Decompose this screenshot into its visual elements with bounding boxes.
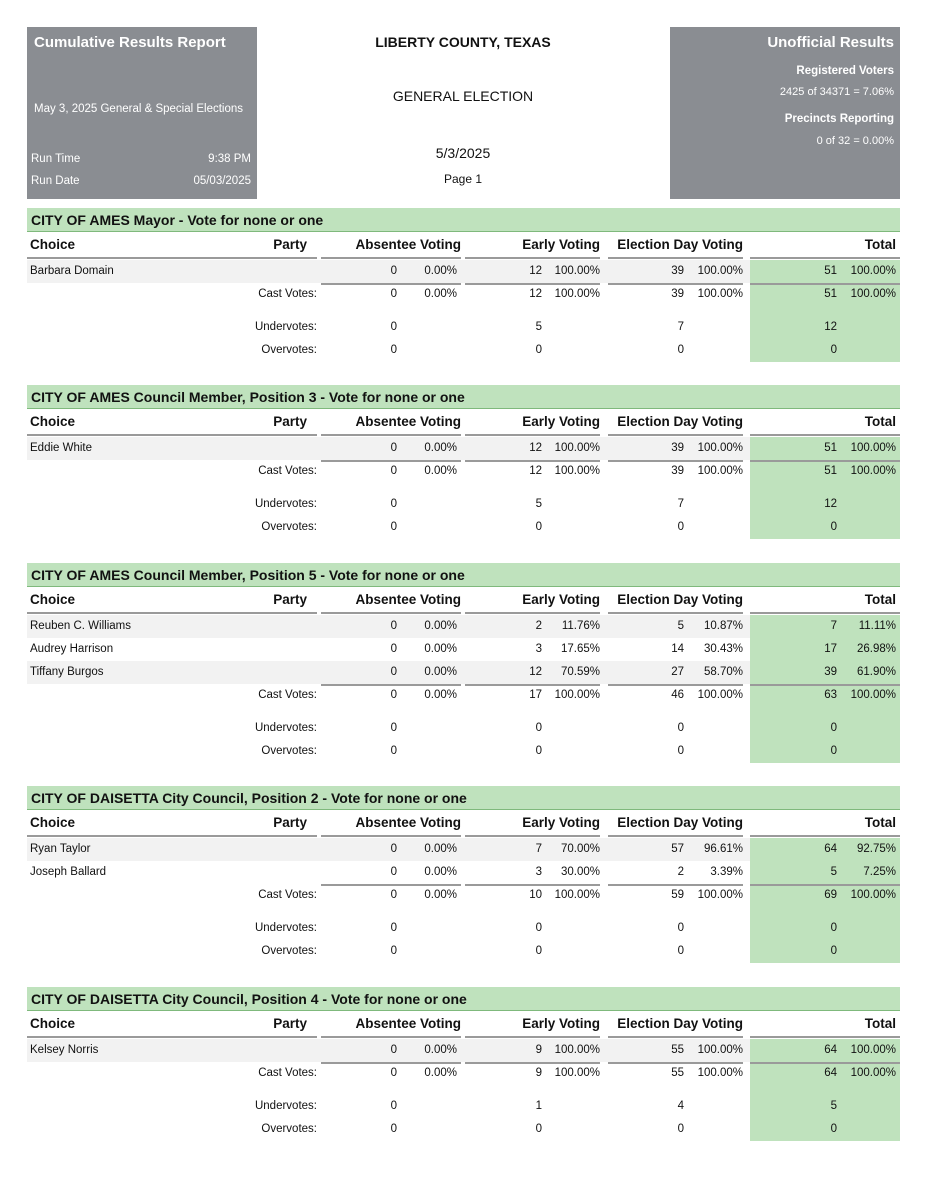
cast-votes-label: Cast Votes: — [258, 1067, 317, 1079]
overvotes-row — [27, 516, 900, 539]
cast-absentee-percent: 0.00% — [424, 689, 457, 701]
column-header-row — [27, 587, 900, 615]
undervotes-election-day: 0 — [677, 722, 684, 734]
absentee-percent: 0.00% — [424, 843, 457, 855]
col-choice-header: Choice — [30, 1016, 76, 1031]
overvotes-total: 0 — [830, 745, 837, 757]
col-total-header: Total — [864, 815, 896, 830]
overvotes-election-day: 0 — [677, 1123, 684, 1135]
undervotes-early: 0 — [535, 722, 542, 734]
header-rule — [750, 1036, 900, 1038]
page-number: Page 1 — [443, 172, 483, 186]
total-percent: 92.75% — [856, 843, 896, 855]
absentee-percent: 0.00% — [424, 620, 457, 632]
total-votes: 39 — [824, 666, 837, 678]
header-rule — [27, 434, 317, 436]
undervotes-absentee: 0 — [390, 321, 397, 333]
contest-block — [27, 987, 900, 1141]
election-day-votes: 2 — [677, 866, 684, 878]
cast-absentee-percent: 0.00% — [424, 1067, 457, 1079]
col-election-day-header: Election Day Voting — [617, 414, 743, 429]
undervotes-absentee: 0 — [390, 922, 397, 934]
election-info — [300, 27, 626, 199]
col-election-day-header: Election Day Voting — [617, 815, 743, 830]
early-votes: 7 — [535, 843, 542, 855]
col-early-header: Early Voting — [522, 414, 600, 429]
cast-absentee-percent: 0.00% — [424, 465, 457, 477]
cast-early: 17 — [529, 689, 542, 701]
cast-total-percent: 100.00% — [850, 689, 896, 701]
header-rule — [465, 1036, 600, 1038]
col-absentee-header: Absentee Voting — [355, 815, 461, 830]
cast-election-day-percent: 100.00% — [697, 288, 743, 300]
cast-early-percent: 100.00% — [554, 288, 600, 300]
spacer — [27, 707, 900, 717]
overvotes-absentee: 0 — [390, 1123, 397, 1135]
header-rule — [608, 1036, 743, 1038]
cast-total: 63 — [824, 689, 837, 701]
header-rule — [608, 612, 743, 614]
cast-absentee: 0 — [390, 889, 397, 901]
early-votes: 9 — [535, 1044, 542, 1056]
precincts-reporting-value: 0 of 32 = 0.00% — [816, 135, 894, 147]
undervotes-election-day: 7 — [677, 321, 684, 333]
county-name: LIBERTY COUNTY, TEXAS — [375, 34, 551, 50]
overvotes-row — [27, 740, 900, 763]
total-percent: 61.90% — [856, 666, 896, 678]
election-day-votes: 27 — [671, 666, 684, 678]
col-total-header: Total — [864, 237, 896, 252]
col-choice-header: Choice — [30, 592, 76, 607]
undervotes-row — [27, 917, 900, 940]
early-votes: 2 — [535, 620, 542, 632]
total-votes: 64 — [824, 843, 837, 855]
header-rule — [321, 835, 461, 837]
cast-early: 10 — [529, 889, 542, 901]
header-rule — [465, 835, 600, 837]
header-rule — [750, 612, 900, 614]
election-day-votes: 57 — [671, 843, 684, 855]
election-day-percent: 100.00% — [697, 265, 743, 277]
total-column-bg — [750, 1085, 900, 1095]
header-rule — [27, 1036, 317, 1038]
run-date-label: Run Date — [31, 175, 80, 187]
cast-absentee: 0 — [390, 689, 397, 701]
early-percent: 100.00% — [554, 265, 600, 277]
election-day-percent: 100.00% — [697, 442, 743, 454]
overvotes-early: 0 — [535, 945, 542, 957]
col-election-day-header: Election Day Voting — [617, 592, 743, 607]
col-early-header: Early Voting — [522, 592, 600, 607]
spacer — [27, 1085, 900, 1095]
cast-votes-label: Cast Votes: — [258, 889, 317, 901]
cast-early-percent: 100.00% — [554, 465, 600, 477]
total-percent: 100.00% — [850, 442, 896, 454]
cast-election-day-percent: 100.00% — [697, 689, 743, 701]
candidate-name: Kelsey Norris — [30, 1044, 99, 1056]
overvotes-election-day: 0 — [677, 521, 684, 533]
cast-total-percent: 100.00% — [850, 1067, 896, 1079]
header-rule — [321, 1036, 461, 1038]
cast-total-percent: 100.00% — [850, 465, 896, 477]
undervotes-row — [27, 493, 900, 516]
col-total-header: Total — [864, 592, 896, 607]
candidate-name: Barbara Domain — [30, 265, 114, 277]
col-election-day-header: Election Day Voting — [617, 237, 743, 252]
registered-voters-label: Registered Voters — [796, 65, 894, 77]
absentee-votes: 0 — [390, 843, 397, 855]
column-header-row — [27, 409, 900, 437]
early-votes: 3 — [535, 866, 542, 878]
cast-early: 9 — [535, 1067, 542, 1079]
col-election-day-header: Election Day Voting — [617, 1016, 743, 1031]
results-status-panel — [670, 27, 900, 199]
early-percent: 100.00% — [554, 1044, 600, 1056]
contest-block — [27, 786, 900, 963]
header-rule — [750, 434, 900, 436]
overvotes-absentee: 0 — [390, 745, 397, 757]
cast-early-percent: 100.00% — [554, 1067, 600, 1079]
contest-block — [27, 385, 900, 539]
absentee-votes: 0 — [390, 666, 397, 678]
election-day-votes: 39 — [671, 442, 684, 454]
contest-title: CITY OF DAISETTA City Council, Position 4 - Vote for none or one — [27, 987, 900, 1011]
undervotes-total: 12 — [824, 498, 837, 510]
contest-title: CITY OF DAISETTA City Council, Position 2 - Vote for none or one — [27, 786, 900, 810]
early-percent: 70.59% — [560, 666, 600, 678]
header-rule — [465, 434, 600, 436]
col-party-header: Party — [273, 237, 307, 252]
cast-early: 12 — [529, 288, 542, 300]
run-time-value: 9:38 PM — [208, 153, 251, 165]
absentee-percent: 0.00% — [424, 265, 457, 277]
cast-election-day: 46 — [671, 689, 684, 701]
total-column-bg — [750, 907, 900, 917]
candidate-name: Reuben C. Williams — [30, 620, 131, 632]
early-votes: 12 — [529, 666, 542, 678]
overvotes-absentee: 0 — [390, 521, 397, 533]
overvotes-row — [27, 1118, 900, 1141]
overvotes-early: 0 — [535, 1123, 542, 1135]
early-percent: 11.76% — [561, 620, 600, 632]
overvotes-early: 0 — [535, 745, 542, 757]
cast-votes-row — [27, 283, 900, 306]
cast-total: 51 — [824, 288, 837, 300]
election-day-votes: 14 — [671, 643, 684, 655]
header-rule — [465, 612, 600, 614]
early-percent: 70.00% — [560, 843, 600, 855]
cast-election-day: 39 — [671, 465, 684, 477]
header-rule — [608, 434, 743, 436]
total-column-bg — [750, 707, 900, 717]
undervotes-label: Undervotes: — [254, 321, 317, 333]
header-rule — [321, 257, 461, 259]
early-votes: 3 — [535, 643, 542, 655]
spacer — [27, 907, 900, 917]
undervotes-total: 12 — [824, 321, 837, 333]
cast-total-percent: 100.00% — [850, 288, 896, 300]
cast-total: 64 — [824, 1067, 837, 1079]
candidate-name: Joseph Ballard — [30, 866, 107, 878]
candidate-name: Eddie White — [30, 442, 93, 454]
header-rule — [27, 835, 317, 837]
undervotes-total: 5 — [830, 1100, 837, 1112]
cast-election-day-percent: 100.00% — [697, 1067, 743, 1079]
overvotes-total: 0 — [830, 344, 837, 356]
election-day-percent: 100.00% — [697, 1044, 743, 1056]
run-time-label: Run Time — [31, 153, 81, 165]
candidate-row — [27, 638, 900, 661]
absentee-votes: 0 — [390, 442, 397, 454]
undervotes-label: Undervotes: — [254, 922, 317, 934]
registered-voters-value: 2425 of 34371 = 7.06% — [779, 86, 894, 98]
absentee-percent: 0.00% — [424, 866, 457, 878]
undervotes-total: 0 — [830, 722, 837, 734]
election-day-percent: 96.61% — [703, 843, 743, 855]
col-total-header: Total — [864, 414, 896, 429]
election-name: GENERAL ELECTION — [392, 88, 534, 104]
cast-early-percent: 100.00% — [554, 689, 600, 701]
total-percent: 100.00% — [850, 1044, 896, 1056]
cast-absentee: 0 — [390, 465, 397, 477]
header-rule — [465, 257, 600, 259]
candidate-name: Audrey Harrison — [30, 643, 114, 655]
header-rule — [321, 434, 461, 436]
election-day-votes: 55 — [671, 1044, 684, 1056]
overvotes-early: 0 — [535, 344, 542, 356]
candidate-row — [27, 615, 900, 638]
undervotes-absentee: 0 — [390, 1100, 397, 1112]
header-rule — [750, 257, 900, 259]
col-absentee-header: Absentee Voting — [355, 592, 461, 607]
undervotes-early: 0 — [535, 922, 542, 934]
overvotes-absentee: 0 — [390, 945, 397, 957]
contest-block — [27, 563, 900, 763]
candidate-row — [27, 661, 900, 684]
overvotes-row — [27, 940, 900, 963]
candidate-row — [27, 1039, 900, 1062]
contest-title: CITY OF AMES Council Member, Position 3 - Vote for none or one — [27, 385, 900, 409]
results-status-title: Unofficial Results — [767, 34, 894, 51]
col-party-header: Party — [273, 592, 307, 607]
total-percent: 100.00% — [850, 265, 896, 277]
absentee-votes: 0 — [390, 1044, 397, 1056]
early-percent: 17.65% — [560, 643, 600, 655]
cast-votes-row — [27, 1062, 900, 1085]
absentee-votes: 0 — [390, 643, 397, 655]
spacer — [27, 483, 900, 493]
absentee-percent: 0.00% — [424, 643, 457, 655]
cast-early-percent: 100.00% — [554, 889, 600, 901]
election-day-votes: 39 — [671, 265, 684, 277]
candidate-row — [27, 437, 900, 460]
col-early-header: Early Voting — [522, 1016, 600, 1031]
undervotes-row — [27, 1095, 900, 1118]
cast-votes-label: Cast Votes: — [258, 288, 317, 300]
undervotes-row — [27, 717, 900, 740]
precincts-reporting-label: Precincts Reporting — [784, 113, 894, 125]
cast-election-day: 59 — [671, 889, 684, 901]
overvotes-early: 0 — [535, 521, 542, 533]
report-info-panel — [27, 27, 257, 199]
cast-early: 12 — [529, 465, 542, 477]
cast-total-percent: 100.00% — [850, 889, 896, 901]
cast-votes-label: Cast Votes: — [258, 465, 317, 477]
overvotes-election-day: 0 — [677, 945, 684, 957]
col-party-header: Party — [273, 1016, 307, 1031]
col-choice-header: Choice — [30, 815, 76, 830]
col-absentee-header: Absentee Voting — [355, 1016, 461, 1031]
undervotes-label: Undervotes: — [254, 498, 317, 510]
header-rule — [321, 612, 461, 614]
header-rule — [750, 835, 900, 837]
election-day-votes: 5 — [677, 620, 684, 632]
overvotes-label: Overvotes: — [261, 521, 317, 533]
column-header-row — [27, 810, 900, 838]
undervotes-early: 1 — [535, 1100, 542, 1112]
header-rule — [27, 612, 317, 614]
column-header-row — [27, 232, 900, 260]
absentee-votes: 0 — [390, 866, 397, 878]
col-choice-header: Choice — [30, 237, 76, 252]
col-early-header: Early Voting — [522, 237, 600, 252]
candidate-name: Tiffany Burgos — [30, 666, 104, 678]
total-column-bg — [750, 306, 900, 316]
early-percent: 30.00% — [560, 866, 600, 878]
candidate-name: Ryan Taylor — [30, 843, 91, 855]
overvotes-total: 0 — [830, 945, 837, 957]
cast-votes-label: Cast Votes: — [258, 689, 317, 701]
cast-votes-row — [27, 884, 900, 907]
total-votes: 7 — [830, 620, 837, 632]
undervotes-election-day: 7 — [677, 498, 684, 510]
undervotes-absentee: 0 — [390, 722, 397, 734]
absentee-votes: 0 — [390, 620, 397, 632]
total-percent: 7.25% — [863, 866, 896, 878]
col-total-header: Total — [864, 1016, 896, 1031]
election-day-percent: 10.87% — [703, 620, 743, 632]
spacer — [27, 306, 900, 316]
election-day-percent: 3.39% — [710, 866, 743, 878]
candidate-row — [27, 838, 900, 861]
overvotes-election-day: 0 — [677, 745, 684, 757]
total-percent: 11.11% — [858, 620, 896, 632]
report-title: Cumulative Results Report — [34, 34, 226, 51]
cast-absentee-percent: 0.00% — [424, 288, 457, 300]
total-votes: 51 — [824, 442, 837, 454]
absentee-percent: 0.00% — [424, 1044, 457, 1056]
total-column-bg — [750, 483, 900, 493]
early-votes: 12 — [529, 265, 542, 277]
cast-election-day-percent: 100.00% — [697, 889, 743, 901]
overvotes-absentee: 0 — [390, 344, 397, 356]
contest-block — [27, 208, 900, 362]
early-votes: 12 — [529, 442, 542, 454]
cast-election-day: 55 — [671, 1067, 684, 1079]
overvotes-label: Overvotes: — [261, 1123, 317, 1135]
cast-total: 51 — [824, 465, 837, 477]
absentee-votes: 0 — [390, 265, 397, 277]
run-date-value: 05/03/2025 — [193, 175, 251, 187]
overvotes-label: Overvotes: — [261, 745, 317, 757]
overvotes-label: Overvotes: — [261, 945, 317, 957]
overvotes-row — [27, 339, 900, 362]
total-votes: 17 — [824, 643, 837, 655]
election-day-percent: 58.70% — [703, 666, 743, 678]
cast-votes-row — [27, 684, 900, 707]
col-absentee-header: Absentee Voting — [355, 237, 461, 252]
election-day-percent: 30.43% — [703, 643, 743, 655]
cast-absentee-percent: 0.00% — [424, 889, 457, 901]
report-subtitle: May 3, 2025 General & Special Elections — [34, 103, 244, 115]
header-rule — [608, 835, 743, 837]
undervotes-early: 5 — [535, 498, 542, 510]
election-date: 5/3/2025 — [435, 145, 491, 161]
undervotes-early: 5 — [535, 321, 542, 333]
cast-absentee: 0 — [390, 288, 397, 300]
overvotes-label: Overvotes: — [261, 344, 317, 356]
contest-title: CITY OF AMES Mayor - Vote for none or one — [27, 208, 900, 232]
undervotes-label: Undervotes: — [254, 1100, 317, 1112]
candidate-row — [27, 260, 900, 283]
undervotes-row — [27, 316, 900, 339]
total-votes: 51 — [824, 265, 837, 277]
undervotes-election-day: 0 — [677, 922, 684, 934]
overvotes-total: 0 — [830, 521, 837, 533]
col-early-header: Early Voting — [522, 815, 600, 830]
undervotes-absentee: 0 — [390, 498, 397, 510]
total-votes: 64 — [824, 1044, 837, 1056]
overvotes-election-day: 0 — [677, 344, 684, 356]
absentee-percent: 0.00% — [424, 442, 457, 454]
contest-title: CITY OF AMES Council Member, Position 5 - Vote for none or one — [27, 563, 900, 587]
cast-election-day-percent: 100.00% — [697, 465, 743, 477]
cast-election-day: 39 — [671, 288, 684, 300]
undervotes-label: Undervotes: — [254, 722, 317, 734]
col-party-header: Party — [273, 815, 307, 830]
early-percent: 100.00% — [554, 442, 600, 454]
candidate-row — [27, 861, 900, 884]
col-party-header: Party — [273, 414, 307, 429]
header-rule — [27, 257, 317, 259]
cast-absentee: 0 — [390, 1067, 397, 1079]
undervotes-election-day: 4 — [677, 1100, 684, 1112]
col-absentee-header: Absentee Voting — [355, 414, 461, 429]
overvotes-total: 0 — [830, 1123, 837, 1135]
undervotes-total: 0 — [830, 922, 837, 934]
header-rule — [608, 257, 743, 259]
cast-total: 69 — [824, 889, 837, 901]
absentee-percent: 0.00% — [424, 666, 457, 678]
column-header-row — [27, 1011, 900, 1039]
cast-votes-row — [27, 460, 900, 483]
total-votes: 5 — [830, 866, 837, 878]
col-choice-header: Choice — [30, 414, 76, 429]
total-percent: 26.98% — [856, 643, 896, 655]
